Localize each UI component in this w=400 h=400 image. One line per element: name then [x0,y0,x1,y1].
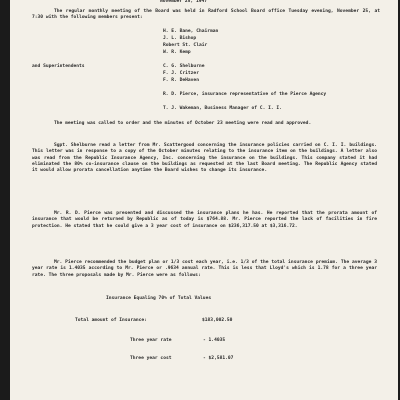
three-year-rate-label: Three year rate [130,338,172,343]
total-insurance-label: Total amount of Insurance: [75,318,147,323]
superintendents-label: and Superintendents [32,64,85,69]
intro-paragraph: The regular monthly meeting of the Board was held in Radford School Board office Tuesday evening, November 25, at 7:30 with the following members present: [32,9,380,21]
scattergood-paragraph: Sgpt. Shelburne read a letter from Mr. Scattergood concerning the insurance policies carried on C. I. I. buildings. This letter was in response to a copy of the October minutes relating to the insurance item on the buildings. A letter also was read from the Republic Insurance Agency, Inc. concerning the insurance on the buildings. This company stated it had eliminated the 80% co-insurance clause on the buildings as requested at the last Board meeting. The Republic Agency stated it would allow prorata cancellation anytime the Board wishes to change its insurance. [32,143,377,174]
document-page [10,0,398,400]
member-3: Robert St. Clair [163,43,208,48]
three-year-cost-value: - $2,581.07 [203,356,234,361]
guest-1: R. D. Pierce, insurance representative of the Pierce Agency [163,92,327,97]
superintendent-2: F. J. Critzer [163,71,199,76]
member-4: W. R. Kemp [163,50,191,55]
guest-2: T. J. Wakeman, Business Manager of C. I. I. [163,106,282,111]
pierce-paragraph: Mr. R. D. Pierce was presented and discussed the insurance plans he has. He reported that the prorata amount of insurance that would be returned by Republic as of today is $764.88. Mr. Pierce reported the lack of facilities in fire protection. He stated that he could give a 3 year cost of insurance on $236,317.50 at $3,316.72. [32,211,377,229]
three-year-cost-label: Three year cost [130,356,172,361]
total-insurance-value: $183,002.50 [202,318,233,323]
member-1: H. E. Bane, Chairman [163,29,219,34]
three-year-rate-value: - 1.4035 [203,338,226,343]
member-2: J. L. Bishop [163,36,197,41]
superintendent-3: F. R. DeHaven [163,78,199,83]
superintendent-1: C. G. Shelburne [163,64,205,69]
budget-paragraph: Mr. Pierce recommended the budget plan or 1/3 cost each year, i.e. 1/3 of the total insurance premium. The average 3 year rate is 1.4035 according to Mr. Pierce or .9634 annual rate. This is less that Lloyd's which is 1.78 for a three year rate. The three proposals made by Mr. Pierce were as follows: [32,260,377,278]
minutes-paragraph: The meeting was called to order and the minutes of October 23 meeting were read and approved. [54,121,312,126]
date-header: November 25, 1947 [160,0,208,4]
proposal-heading: Insurance Equaling 70% of Total Values [106,296,212,301]
